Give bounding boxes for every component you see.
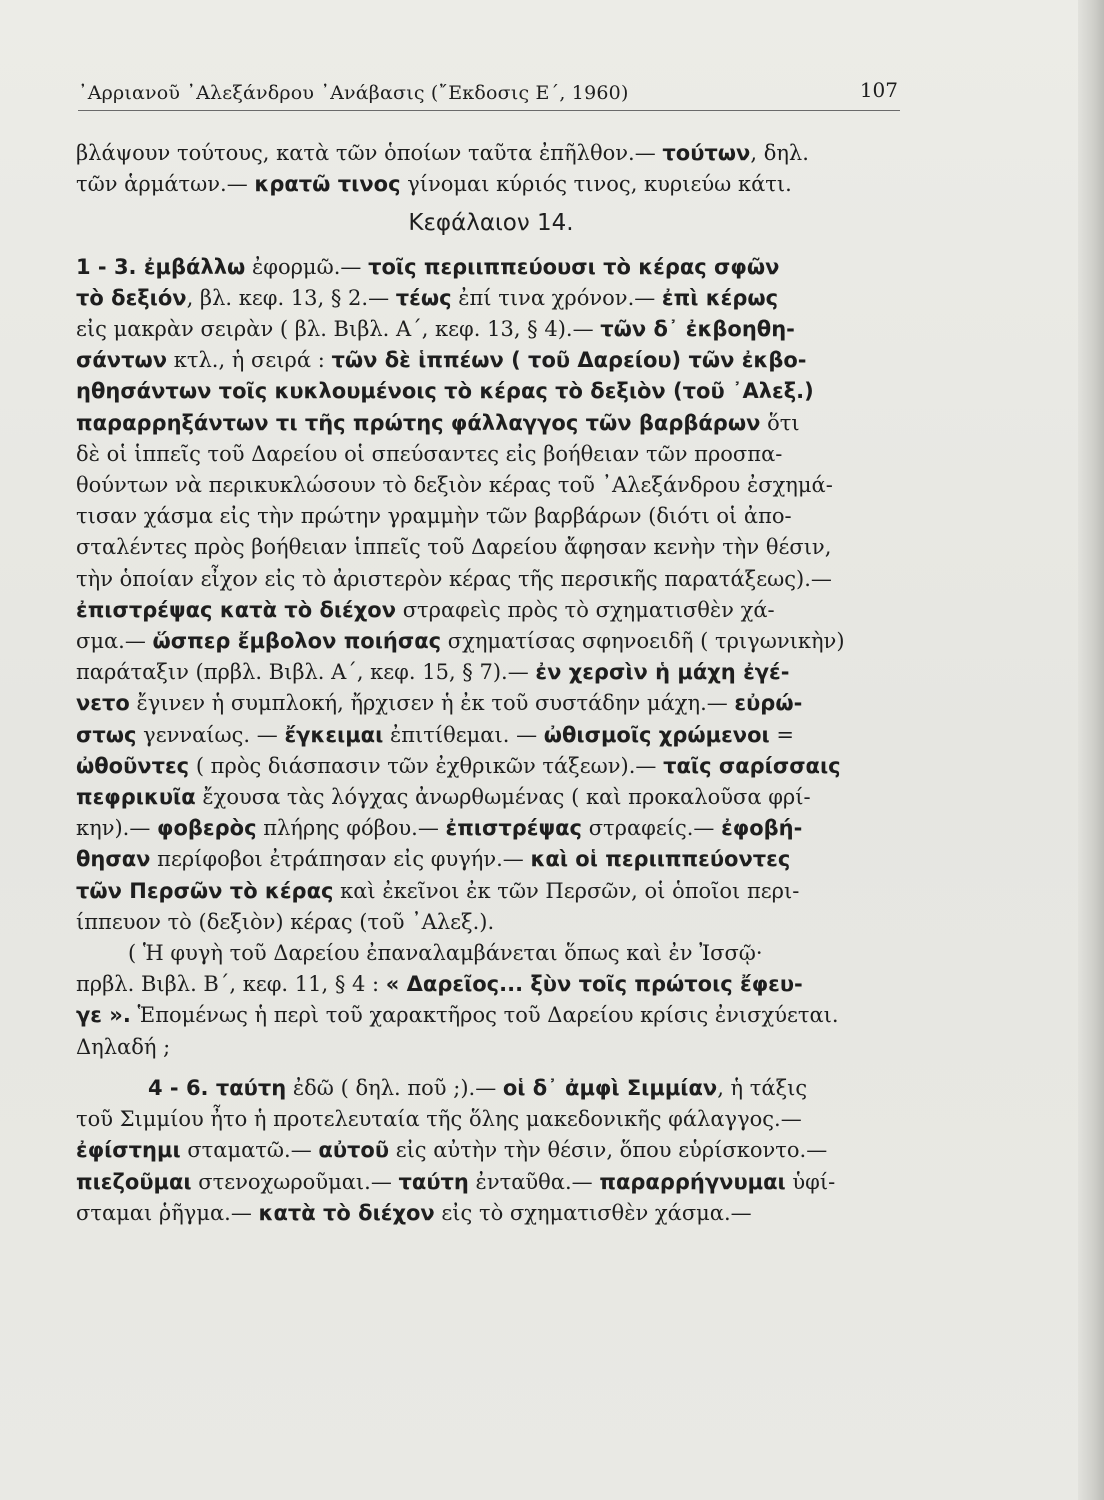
lemma: παραρρηξάντων τι τῆς πρώτης φάλλαγγος τῶν βαρβάρων: [76, 410, 761, 435]
gloss: κτλ., ἡ σειρά :: [167, 348, 332, 373]
lemma: αὐτοῦ: [318, 1138, 390, 1163]
text-line: [76, 844, 906, 875]
gloss: ὑφί-: [785, 1169, 836, 1194]
gloss: τὴν ὁποίαν εἶχον εἰς τὸ ἀριστερὸν κέρας τῆς περσικῆς παρατάξεως).—: [76, 566, 832, 591]
text-line: [76, 876, 906, 907]
lemma: θησαν: [76, 847, 151, 872]
gloss: τισαν χάσμα εἰς τὴν πρώτην γραμμὴν τῶν βαρβάρων (διότι οἱ ἀπο-: [76, 504, 792, 529]
lemma: ὠθισμοῖς χρώμενοι: [543, 722, 770, 747]
text-line: [76, 169, 906, 200]
gloss: δὲ οἱ ἱππεῖς τοῦ Δαρείου οἱ σπεύσαντες εἰς βοήθειαν τῶν προσπα-: [76, 441, 783, 466]
gloss: γενναίως. —: [136, 722, 285, 747]
text-line: [76, 657, 906, 688]
lemma: παραρρήγνυμαι: [599, 1169, 786, 1194]
paragraph-gap: [76, 1063, 906, 1073]
gloss: =: [769, 722, 794, 747]
lemma: σάντων: [76, 348, 168, 373]
gloss: στενοχωροῦμαι.—: [191, 1169, 399, 1194]
gloss: πρβλ. Βιβλ. Β΄, κεφ. 11, § 4 :: [76, 972, 386, 997]
text-line: [76, 813, 906, 844]
lemma: στως: [76, 722, 137, 747]
gloss: ὅτι: [760, 410, 800, 435]
gloss: Δηλαδή ;: [76, 1034, 171, 1059]
text-line: [76, 1073, 906, 1104]
text-line: [76, 720, 906, 751]
lemma: ὥσπερ ἔμβολον ποιήσας: [152, 629, 442, 654]
gloss: ἐφορμῶ.—: [245, 254, 369, 279]
text-line: [76, 782, 906, 813]
gloss: σμα.—: [76, 629, 153, 654]
gloss: τοῦ Σιμμίου ἦτο ἡ προτελευταία τῆς ὅλης μακεδονικῆς φάλαγγος.—: [76, 1107, 802, 1132]
text-line: [76, 595, 906, 626]
lemma: νετο: [76, 691, 130, 716]
gloss: ἐνταῦθα.—: [468, 1169, 600, 1194]
gloss: , δηλ.: [750, 141, 809, 165]
gloss: ( πρὸς διάσπασιν τῶν ἐχθρικῶν τάξεων).—: [189, 753, 664, 778]
lemma: 1 - 3. ἐμβάλλω: [76, 254, 246, 279]
chapter-heading: Κεφάλαιον 14.: [408, 210, 574, 237]
gloss: Ἑπομένως ἡ περὶ τοῦ χαρακτῆρος τοῦ Δαρείου κρίσις ἐνισχύεται.: [130, 1003, 839, 1028]
lemma: ἐπιστρέψας: [445, 816, 583, 841]
text-line: [76, 314, 906, 345]
lemma: « Δαρεῖος... ξὺν τοῖς πρώτοις ἔφευ-: [385, 972, 803, 997]
gloss: παράταξιν (πρβλ. Βιβλ. Α΄, κεφ. 15, § 7).—: [76, 660, 536, 685]
gloss: ἔχουσα τὰς λόγχας ἀνωρθωμένας ( καὶ προκαλοῦσα φρί-: [195, 785, 811, 810]
lemma: ἐπὶ κέρως: [661, 285, 779, 310]
gloss: γίνομαι κύριός τινος, κυριεύω κάτι.: [400, 172, 792, 197]
header-rule: [78, 110, 900, 111]
gloss: σταλέντες πρὸς βοήθειαν ἱππεῖς τοῦ Δαρείου ἄφησαν κενὴν τὴν θέσιν,: [76, 535, 832, 560]
text-line: [76, 1198, 906, 1229]
lemma: εὐρώ-: [734, 691, 803, 716]
lemma: ἐφίστημι: [76, 1138, 181, 1163]
text-line: [76, 626, 906, 657]
gloss: , ἡ τάξις: [717, 1075, 808, 1100]
lemma: πιεζοῦμαι: [76, 1169, 192, 1194]
lemma: τούτων: [662, 141, 751, 165]
text-line: [76, 938, 906, 969]
running-title: ᾿Αρριανοῦ ᾿Αλεξάνδρου ᾿Ανάβασις (῎Εκδοσις Ε΄, 1960): [78, 82, 629, 104]
text-line: [76, 1167, 906, 1198]
lemma: τὸ δεξιόν: [76, 285, 187, 310]
gloss: ίππευον τὸ (δεξιὸν) κέρας (τοῦ ᾿Αλεξ.).: [76, 909, 495, 934]
lemma: γε ».: [76, 1003, 131, 1028]
lemma: τῶν Περσῶν τὸ κέρας: [76, 878, 334, 903]
lemma: ὠθοῦντες: [76, 753, 190, 778]
gloss: περίφοβοι ἐτράπησαν εἰς φυγήν.—: [150, 847, 531, 872]
lemma: ταῖς σαρίσσαις: [663, 753, 841, 778]
page-edge-shadow: [1078, 0, 1104, 1500]
text-line: [76, 1104, 906, 1135]
lemma: ἐφοβή-: [721, 816, 803, 841]
lemma: 4 - 6. ταύτη: [148, 1075, 287, 1100]
lemma: ἐν χερσὶν ἡ μάχη ἐγέ-: [535, 660, 790, 685]
gloss: τῶν ἁρμάτων.—: [76, 172, 255, 197]
lemma: ταύτη: [398, 1169, 469, 1194]
lemma: οἱ δ᾿ ἀμφὶ Σιμμίαν: [502, 1075, 718, 1100]
gloss: ἐπί τινα χρόνον.—: [451, 285, 662, 310]
page-number: 107: [859, 78, 898, 102]
text-line: [76, 138, 906, 169]
gloss: ἔγινεν ἡ συμπλοκή, ἤρχισεν ἡ ἐκ τοῦ συστάδην μάχη.—: [129, 691, 735, 716]
text-line: [76, 345, 906, 376]
gloss: σχηματίσας σφηνοειδῆ ( τριγωνικὴν): [441, 629, 845, 654]
text-line: [76, 376, 906, 407]
gloss: κην).—: [76, 816, 158, 841]
lemma: κατὰ τὸ διέχον: [258, 1200, 435, 1225]
commentary-text: [76, 138, 906, 1229]
lemma: ἔγκειμαι: [284, 722, 384, 747]
lemma: κρατῶ τινος: [254, 172, 401, 197]
lemma: φοβερὸς: [157, 816, 257, 841]
text-line: [76, 408, 906, 439]
text-line: [76, 907, 906, 938]
text-line: [76, 283, 906, 314]
lemma: τοῖς περιιππεύουσι τὸ κέρας σφῶν: [368, 254, 780, 279]
gloss: ἐπιτίθεμαι. —: [383, 722, 544, 747]
text-line: [76, 1135, 906, 1166]
text-line: [76, 501, 906, 532]
text-line: [76, 1032, 906, 1063]
gloss: πλήρης φόβου.—: [256, 816, 446, 841]
text-line: [76, 470, 906, 501]
text-line: [76, 532, 906, 563]
gloss: ( Ἡ φυγὴ τοῦ Δαρείου ἐπαναλαμβάνεται ὅπως καὶ ἐν Ἰσσῷ·: [128, 941, 763, 966]
lemma: τῶν δὲ ἱππέων ( τοῦ Δαρείου) τῶν ἐκβο-: [331, 348, 807, 373]
gloss: βλάψουν τούτους, κατὰ τῶν ὁποίων ταῦτα ἐπῆλθον.—: [76, 141, 663, 165]
gloss: σταμαι ῥῆγμα.—: [76, 1200, 259, 1225]
gloss: εἰς αὐτὴν τὴν θέσιν, ὅπου εὑρίσκοντο.—: [389, 1138, 828, 1163]
gloss: , βλ. κεφ. 13, § 2.—: [186, 285, 396, 310]
text-line: [76, 564, 906, 595]
lemma: τέως: [395, 285, 452, 310]
gloss: ἐδῶ ( δηλ. ποῦ ;).—: [286, 1075, 503, 1100]
gloss: σταματῶ.—: [180, 1138, 319, 1163]
text-line: [76, 688, 906, 719]
gloss: στραφείς.—: [582, 816, 722, 841]
lemma: πεφρικυῖα: [76, 785, 196, 810]
running-header: [78, 72, 898, 106]
text-line: [76, 751, 906, 782]
gloss: θούντων νὰ περικυκλώσουν τὸ δεξιὸν κέρας τοῦ ᾿Αλεξάνδρου ἐσχημά-: [76, 473, 833, 498]
gloss: εἰς μακρὰν σειρὰν ( βλ. Βιβλ. Α΄, κεφ. 13, § 4).—: [76, 317, 601, 342]
gloss: καὶ ἐκεῖνοι ἐκ τῶν Περσῶν, οἱ ὁποῖοι περι-: [333, 878, 800, 903]
lemma: ηθησάντων τοῖς κυκλουμένοις τὸ κέρας τὸ δεξιὸν (τοῦ ᾿Αλεξ.): [76, 379, 814, 404]
gloss: εἰς τὸ σχηματισθὲν χάσμα.—: [434, 1200, 752, 1225]
text-line: [76, 439, 906, 470]
text-line: [76, 969, 906, 1000]
lemma: τῶν δ᾿ ἐκβοηθη-: [600, 317, 795, 342]
text-line: [76, 1000, 906, 1031]
text-line: [76, 252, 906, 283]
gloss: στραφεὶς πρὸς τὸ σχηματισθὲν χά-: [396, 597, 775, 622]
lemma: ἐπιστρέψας κατὰ τὸ διέχον: [76, 597, 397, 622]
lemma: καὶ οἱ περιιππεύοντες: [530, 847, 791, 872]
